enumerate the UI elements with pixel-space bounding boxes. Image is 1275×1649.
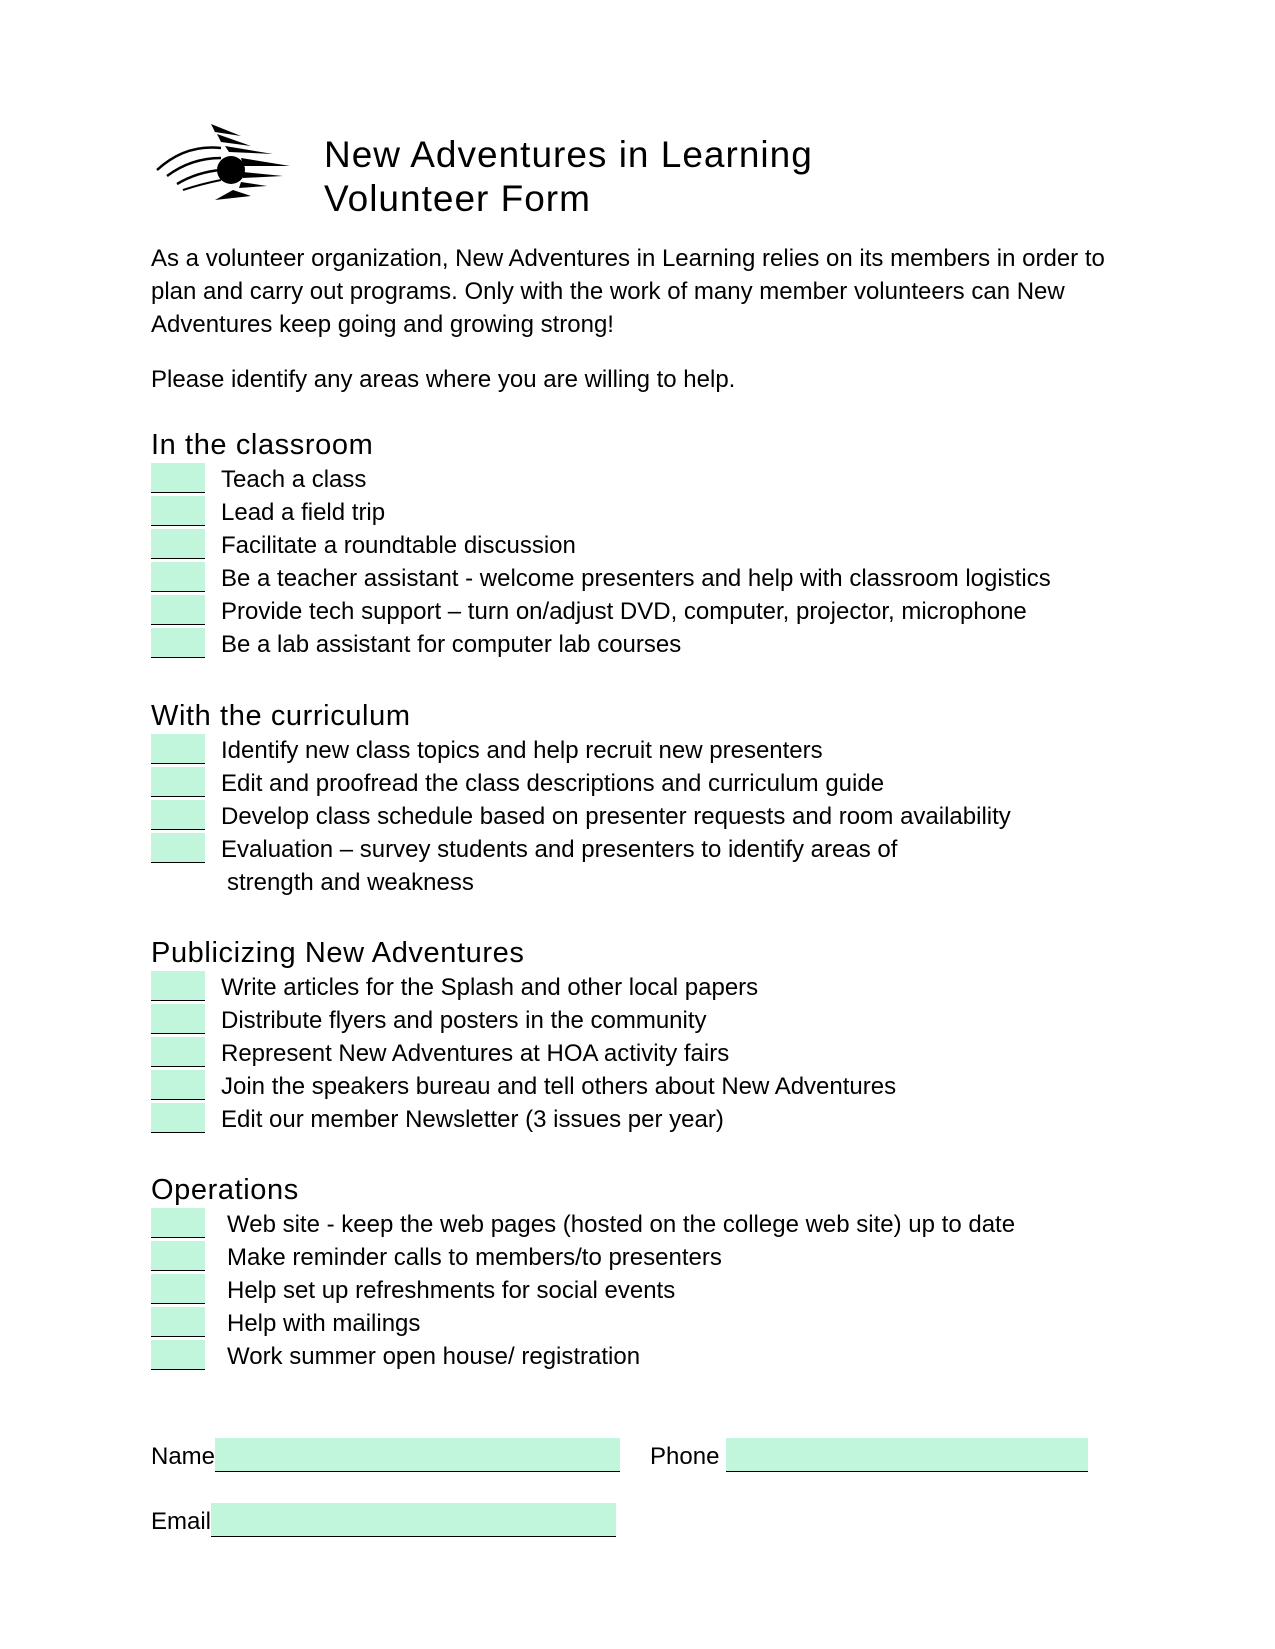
list-item — [151, 734, 1201, 767]
item-label: Help set up refreshments for social events — [227, 1277, 676, 1304]
list-item — [151, 1340, 1201, 1373]
phone-field[interactable] — [726, 1438, 1088, 1472]
title-line-1: New Adventures in Learning — [324, 134, 813, 175]
checkbox-blank[interactable] — [151, 595, 205, 625]
list-item — [151, 529, 1201, 562]
list-item — [151, 833, 1201, 899]
item-label: Help with mailings — [227, 1310, 421, 1337]
list-item — [151, 1208, 1201, 1241]
checkbox-blank[interactable] — [151, 1004, 205, 1034]
section-publicizing — [151, 935, 1201, 1136]
section-title: With the curriculum — [151, 700, 411, 732]
section-title: Operations — [151, 1174, 299, 1206]
list-item — [151, 971, 1201, 1004]
list-item — [151, 562, 1201, 595]
list-item — [151, 1103, 1201, 1136]
section-operations — [151, 1172, 1201, 1373]
checkbox-blank[interactable] — [151, 529, 205, 559]
item-label: Edit our member Newsletter (3 issues per year) — [221, 1106, 724, 1133]
checkbox-blank[interactable] — [151, 628, 205, 658]
item-label: Web site - keep the web pages (hosted on the college web site) up to date — [227, 1211, 1016, 1238]
checkbox-blank[interactable] — [151, 1241, 205, 1271]
name-field[interactable] — [215, 1438, 620, 1472]
item-label: Facilitate a roundtable discussion — [221, 532, 576, 559]
checkbox-blank[interactable] — [151, 800, 205, 830]
list-item — [151, 463, 1201, 496]
item-continuation: strength and weakness — [227, 869, 474, 896]
list-item — [151, 800, 1201, 833]
item-text: Evaluation – survey students and presenters to identify areas of — [221, 836, 898, 863]
item-label: Be a lab assistant for computer lab courses — [221, 631, 682, 658]
item-label: Represent New Adventures at HOA activity fairs — [221, 1040, 730, 1067]
list-item — [151, 496, 1201, 529]
checkbox-blank[interactable] — [151, 562, 205, 592]
checkbox-blank[interactable] — [151, 971, 205, 1001]
list-item — [151, 595, 1201, 628]
list-item — [151, 767, 1201, 800]
checkbox-blank[interactable] — [151, 1274, 205, 1304]
email-label: Email — [151, 1508, 212, 1535]
item-label: Be a teacher assistant - welcome presenters and help with classroom logistics — [221, 565, 1051, 592]
item-label: Write articles for the Splash and other local papers — [221, 974, 759, 1001]
list-item — [151, 628, 1201, 661]
name-phone-row — [151, 1438, 1088, 1472]
page-title — [324, 133, 813, 213]
item-label: Join the speakers bureau and tell others about New Adventures — [221, 1073, 897, 1100]
intro-paragraph: As a volunteer organization, New Adventures in Learning relies on its members in order to plan and carry out programs. Only with the work of many member volunteers can New Adventures keep going and growing strong! — [151, 245, 1105, 338]
checkbox-blank[interactable] — [151, 1037, 205, 1067]
checkbox-blank[interactable] — [151, 496, 205, 526]
item-label: Develop class schedule based on presenter requests and room availability — [221, 803, 1011, 830]
section-title: In the classroom — [151, 429, 374, 461]
item-label: Distribute flyers and posters in the community — [221, 1007, 707, 1034]
item-label — [221, 833, 897, 899]
list-item — [151, 1274, 1201, 1307]
item-label: Work summer open house/ registration — [227, 1343, 641, 1370]
checkbox-blank[interactable] — [151, 1070, 205, 1100]
checkbox-blank[interactable] — [151, 1208, 205, 1238]
list-item — [151, 1070, 1201, 1103]
section-curriculum — [151, 698, 1201, 899]
checkbox-blank[interactable] — [151, 1307, 205, 1337]
list-item — [151, 1307, 1201, 1340]
item-label: Identify new class topics and help recruit new presenters — [221, 737, 823, 764]
section-title: Publicizing New Adventures — [151, 937, 525, 969]
item-label: Teach a class — [221, 466, 367, 493]
phone-label: Phone — [650, 1443, 720, 1470]
email-field[interactable] — [211, 1503, 616, 1537]
list-item — [151, 1241, 1201, 1274]
list-item — [151, 1037, 1201, 1070]
email-row — [151, 1503, 616, 1537]
item-label: Edit and proofread the class descriptions and curriculum guide — [221, 770, 885, 797]
checkbox-blank[interactable] — [151, 1103, 205, 1133]
item-label: Make reminder calls to members/to presenters — [227, 1244, 722, 1271]
title-line-2: Volunteer Form — [324, 178, 591, 213]
checkbox-blank[interactable] — [151, 1340, 205, 1370]
item-label: Lead a field trip — [221, 499, 386, 526]
shooting-star-logo-icon — [155, 122, 290, 204]
list-item — [151, 1004, 1201, 1037]
checkbox-blank[interactable] — [151, 734, 205, 764]
item-label: Provide tech support – turn on/adjust DVD, computer, projector, microphone — [221, 598, 1027, 625]
section-classroom — [151, 427, 1201, 661]
checkbox-blank[interactable] — [151, 463, 205, 493]
intro-prompt: Please identify any areas where you are willing to help. — [151, 366, 736, 393]
name-label: Name — [151, 1443, 216, 1470]
checkbox-blank[interactable] — [151, 833, 205, 863]
checkbox-blank[interactable] — [151, 767, 205, 797]
